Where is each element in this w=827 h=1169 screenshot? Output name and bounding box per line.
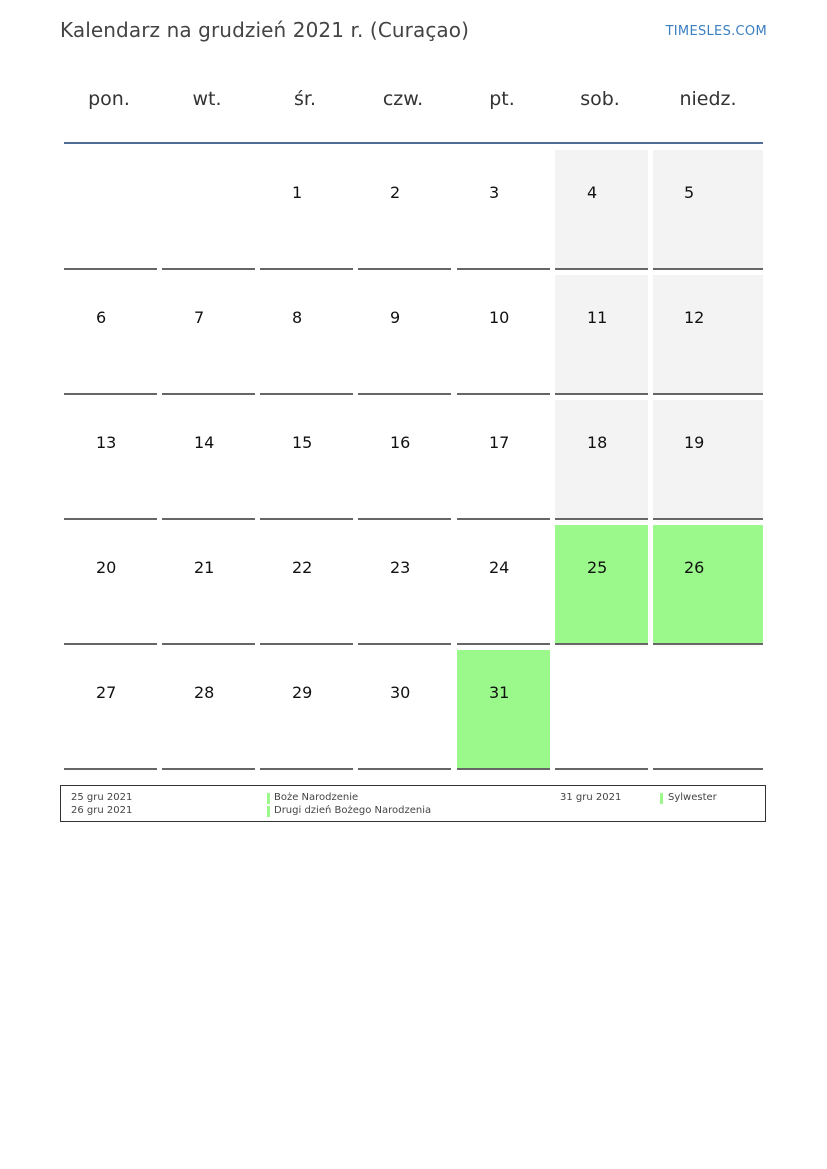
weekday-sunday: niedz.: [679, 88, 737, 110]
day-number: 18: [587, 433, 608, 452]
day-number: 10: [489, 308, 510, 327]
calendar-day-cell[interactable]: [64, 400, 157, 520]
calendar-day-cell[interactable]: [457, 525, 550, 645]
weekday-saturday: sob.: [580, 88, 620, 110]
weekday-tuesday: wt.: [192, 88, 222, 110]
day-number: 24: [489, 558, 510, 577]
day-number: 4: [587, 183, 598, 202]
calendar-day-cell[interactable]: [260, 650, 353, 770]
calendar-day-cell[interactable]: [358, 275, 451, 395]
calendar-empty-cell: [555, 650, 648, 770]
day-number: 9: [390, 308, 401, 327]
calendar-day-cell[interactable]: [555, 150, 648, 270]
calendar-day-cell[interactable]: [260, 525, 353, 645]
day-number: 16: [390, 433, 411, 452]
day-number: 8: [292, 308, 303, 327]
calendar-day-cell[interactable]: [653, 275, 763, 395]
calendar-day-cell[interactable]: [457, 400, 550, 520]
calendar-day-cell[interactable]: [162, 400, 255, 520]
day-number: 19: [684, 433, 705, 452]
legend-holiday-name: Drugi dzień Bożego Narodzenia: [274, 805, 432, 816]
calendar-day-cell[interactable]: [555, 525, 648, 645]
calendar-day-cell[interactable]: [457, 150, 550, 270]
day-number: 26: [684, 558, 705, 577]
legend-color-marker: [267, 806, 270, 817]
weekday-friday: pt.: [489, 88, 515, 110]
calendar-day-cell[interactable]: [64, 650, 157, 770]
calendar-day-cell[interactable]: [358, 525, 451, 645]
brand-link[interactable]: TIMESLES.COM: [665, 24, 767, 39]
calendar-day-cell[interactable]: [162, 275, 255, 395]
calendar-empty-cell: [162, 150, 255, 270]
day-number: 21: [194, 558, 215, 577]
day-number: 1: [292, 183, 303, 202]
calendar-day-cell[interactable]: [260, 150, 353, 270]
day-number: 11: [587, 308, 608, 327]
weekday-monday: pon.: [88, 88, 130, 110]
day-number: 20: [96, 558, 117, 577]
legend-date: 26 gru 2021: [71, 805, 133, 816]
calendar-day-cell[interactable]: [457, 650, 550, 770]
day-number: 27: [96, 683, 117, 702]
day-number: 29: [292, 683, 313, 702]
calendar-day-cell[interactable]: [653, 525, 763, 645]
calendar-day-cell[interactable]: [555, 275, 648, 395]
day-number: 2: [390, 183, 401, 202]
day-number: 22: [292, 558, 313, 577]
calendar-empty-cell: [64, 150, 157, 270]
calendar-day-cell[interactable]: [260, 400, 353, 520]
day-number: 14: [194, 433, 215, 452]
day-number: 13: [96, 433, 117, 452]
weekday-header-row: [62, 88, 764, 122]
day-number: 30: [390, 683, 411, 702]
weekday-thursday: czw.: [382, 88, 424, 110]
calendar-day-cell[interactable]: [653, 150, 763, 270]
page-title: Kalendarz na grudzień 2021 r. (Curaçao): [60, 18, 470, 42]
calendar-day-cell[interactable]: [162, 650, 255, 770]
legend-holiday-name: Boże Narodzenie: [274, 792, 359, 803]
day-number: 7: [194, 308, 205, 327]
day-number: 15: [292, 433, 313, 452]
day-number: 3: [489, 183, 500, 202]
day-number: 23: [390, 558, 411, 577]
legend-date: 25 gru 2021: [71, 792, 133, 803]
calendar-day-cell[interactable]: [162, 525, 255, 645]
holiday-legend: [60, 785, 766, 822]
calendar-day-cell[interactable]: [358, 150, 451, 270]
legend-date: 31 gru 2021: [560, 792, 622, 803]
legend-color-marker: [267, 793, 270, 804]
calendar-day-cell[interactable]: [555, 400, 648, 520]
calendar-day-cell[interactable]: [457, 275, 550, 395]
calendar-day-cell[interactable]: [64, 525, 157, 645]
calendar-empty-cell: [653, 650, 763, 770]
day-number: 6: [96, 308, 107, 327]
day-number: 25: [587, 558, 608, 577]
calendar-day-cell[interactable]: [260, 275, 353, 395]
day-number: 5: [684, 183, 695, 202]
day-number: 12: [684, 308, 705, 327]
day-number: 28: [194, 683, 215, 702]
calendar-day-cell[interactable]: [358, 400, 451, 520]
calendar-day-cell[interactable]: [64, 275, 157, 395]
legend-holiday-name: Sylwester: [668, 792, 717, 803]
calendar-day-cell[interactable]: [358, 650, 451, 770]
day-number: 31: [489, 683, 510, 702]
calendar-day-cell[interactable]: [653, 400, 763, 520]
legend-color-marker: [660, 793, 663, 804]
day-number: 17: [489, 433, 510, 452]
header-divider: [64, 142, 763, 144]
weekday-wednesday: śr.: [293, 88, 316, 110]
